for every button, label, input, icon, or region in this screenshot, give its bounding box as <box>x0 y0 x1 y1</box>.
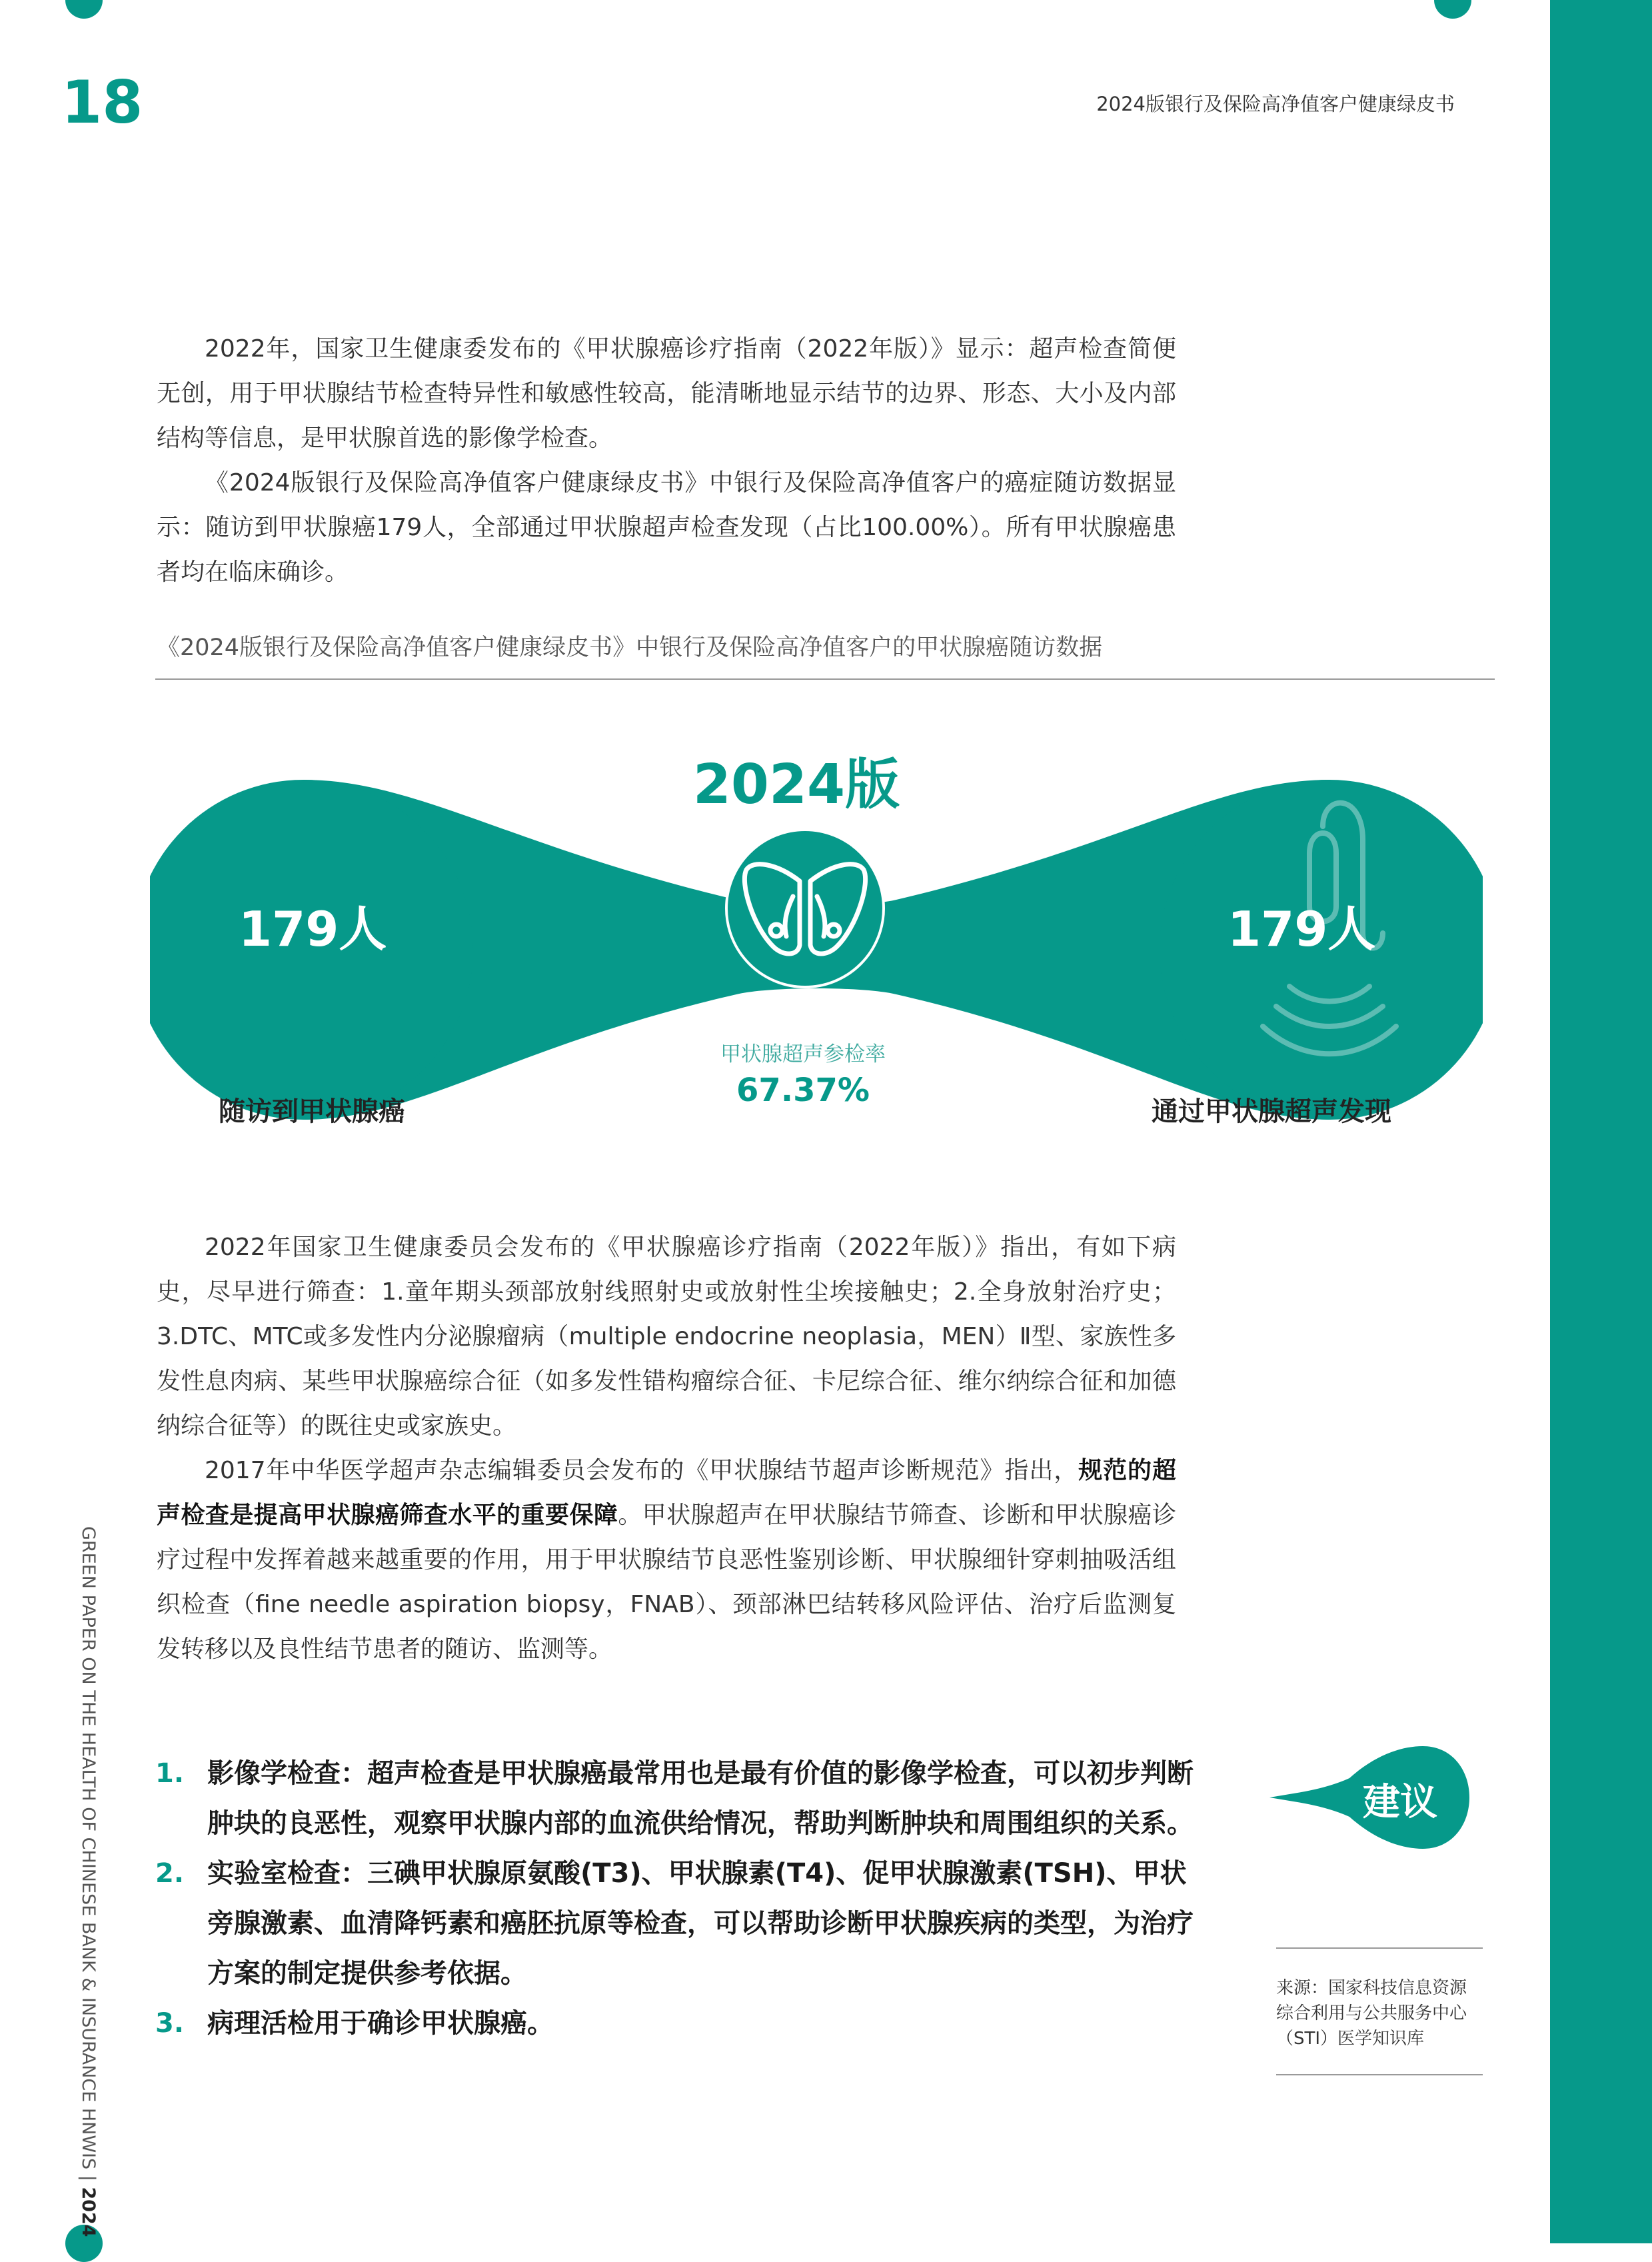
right-sidebar-band <box>1550 0 1652 2243</box>
corner-dot-top-right <box>1434 0 1471 19</box>
list-item-number: 1. <box>155 1758 185 1789</box>
vertical-series-title <box>78 1526 99 2237</box>
center-rate-label: 甲状腺超声参检率 <box>720 1042 886 1066</box>
caption-divider <box>155 678 1495 680</box>
list-item <box>155 1999 1208 2049</box>
left-value: 179人 <box>239 901 387 957</box>
center-rate-value: 67.37% <box>736 1072 870 1109</box>
intro-text <box>157 327 1176 594</box>
vertical-year: 2024 <box>78 2187 99 2237</box>
source-note: 来源：国家科技信息资源综合利用与公共服务中心（STI）医学知识库 <box>1276 1947 1483 2075</box>
body-paragraph-3: 2022年国家卫生健康委员会发布的《甲状腺癌诊疗指南（2022年版）》指出，有如下病史，尽早进行筛查：1.童年期头颈部放射线照射史或放射性尘埃接触史；2.全身放射治疗史；3.DTC、MTC或多发性内分泌腺瘤病（multiple endocrine neoplasia，MEN）Ⅱ型、家族性多发性息肉病、某些甲状腺癌综合征（如多发性错构瘤综合征、卡尼综合征、维尔纳综合征和加德纳综合征等）的既往史或家族史。 <box>157 1234 1176 1440</box>
list-item <box>155 1849 1208 1999</box>
recommendation-badge-label: 建议 <box>1363 1781 1437 1824</box>
vertical-title-text: GREEN PAPER ON THE HEALTH OF CHINESE BANK & INSURANCE HNWIS <box>78 1526 99 2170</box>
intro-paragraph-2: 《2024版银行及保险高净值客户健康绿皮书》中银行及保险高净值客户的癌症随访数据显示：随访到甲状腺癌179人，全部通过甲状腺超声检查发现（占比100.00%）。所有甲状腺癌患者均在临床确诊。 <box>157 469 1176 586</box>
list-item <box>155 1749 1208 1849</box>
recommendation-list <box>155 1749 1208 2049</box>
list-item-text: 影像学检查：超声检查是甲状腺癌最常用也是最有价值的影像学检查，可以初步判断肿块的良恶性，观察甲状腺内部的血流供给情况，帮助判断肿块和周围组织的关系。 <box>207 1758 1194 1839</box>
intro-paragraph-1: 2022年，国家卫生健康委发布的《甲状腺癌诊疗指南（2022年版）》显示：超声检查简便无创，用于甲状腺结节检查特异性和敏感性较高，能清晰地显示结节的边界、形态、大小及内部结构等信息，是甲状腺首选的影像学检查。 <box>157 335 1176 452</box>
right-label: 通过甲状腺超声发现 <box>1152 1096 1391 1127</box>
p4-rest: 。甲状腺超声在甲状腺结节筛查、诊断和甲状腺癌诊疗过程中发挥着越来越重要的作用，用于甲状腺结节良恶性鉴别诊断、甲状腺细针穿刺抽吸活组织检查（fine needle aspiration biopsy，FNAB）、颈部淋巴结转移风险评估、治疗后监测复发转移以及良性结节患者的随访、监测等。 <box>157 1502 1176 1663</box>
list-item-number: 3. <box>155 2008 185 2039</box>
vertical-separator: | <box>78 2169 99 2187</box>
p4-bold: 规范的超声检查是提高甲状腺癌筛查水平的重要保障 <box>157 1457 1176 1529</box>
p4-lead: 2017年中华医学超声杂志编辑委员会发布的《甲状腺结节超声诊断规范》指出， <box>205 1457 1079 1484</box>
right-value: 179人 <box>1228 901 1376 957</box>
left-label: 随访到甲状腺癌 <box>219 1096 405 1127</box>
list-item-text: 病理活检用于确诊甲状腺癌。 <box>207 2008 554 2039</box>
figure-caption: 《2024版银行及保险高净值客户健康绿皮书》中银行及保险高净值客户的甲状腺癌随访数据 <box>157 634 1103 661</box>
page-number: 18 <box>61 68 143 137</box>
body-text <box>157 1225 1176 1672</box>
infographic-title: 2024版 <box>692 753 900 816</box>
header-title: 2024版银行及保险高净值客户健康绿皮书 <box>1096 93 1455 115</box>
body-paragraph-4 <box>157 1448 1176 1672</box>
corner-dot-top-left <box>65 0 103 19</box>
list-item-text: 实验室检查：三碘甲状腺原氨酸(T3)、甲状腺素(T4)、促甲状腺激素(TSH)、甲状旁腺激素、血清降钙素和癌胚抗原等检查，可以帮助诊断甲状腺疾病的类型，为治疗方案的制定提供参考依据。 <box>207 1858 1194 1989</box>
list-item-number: 2. <box>155 1858 185 1889</box>
